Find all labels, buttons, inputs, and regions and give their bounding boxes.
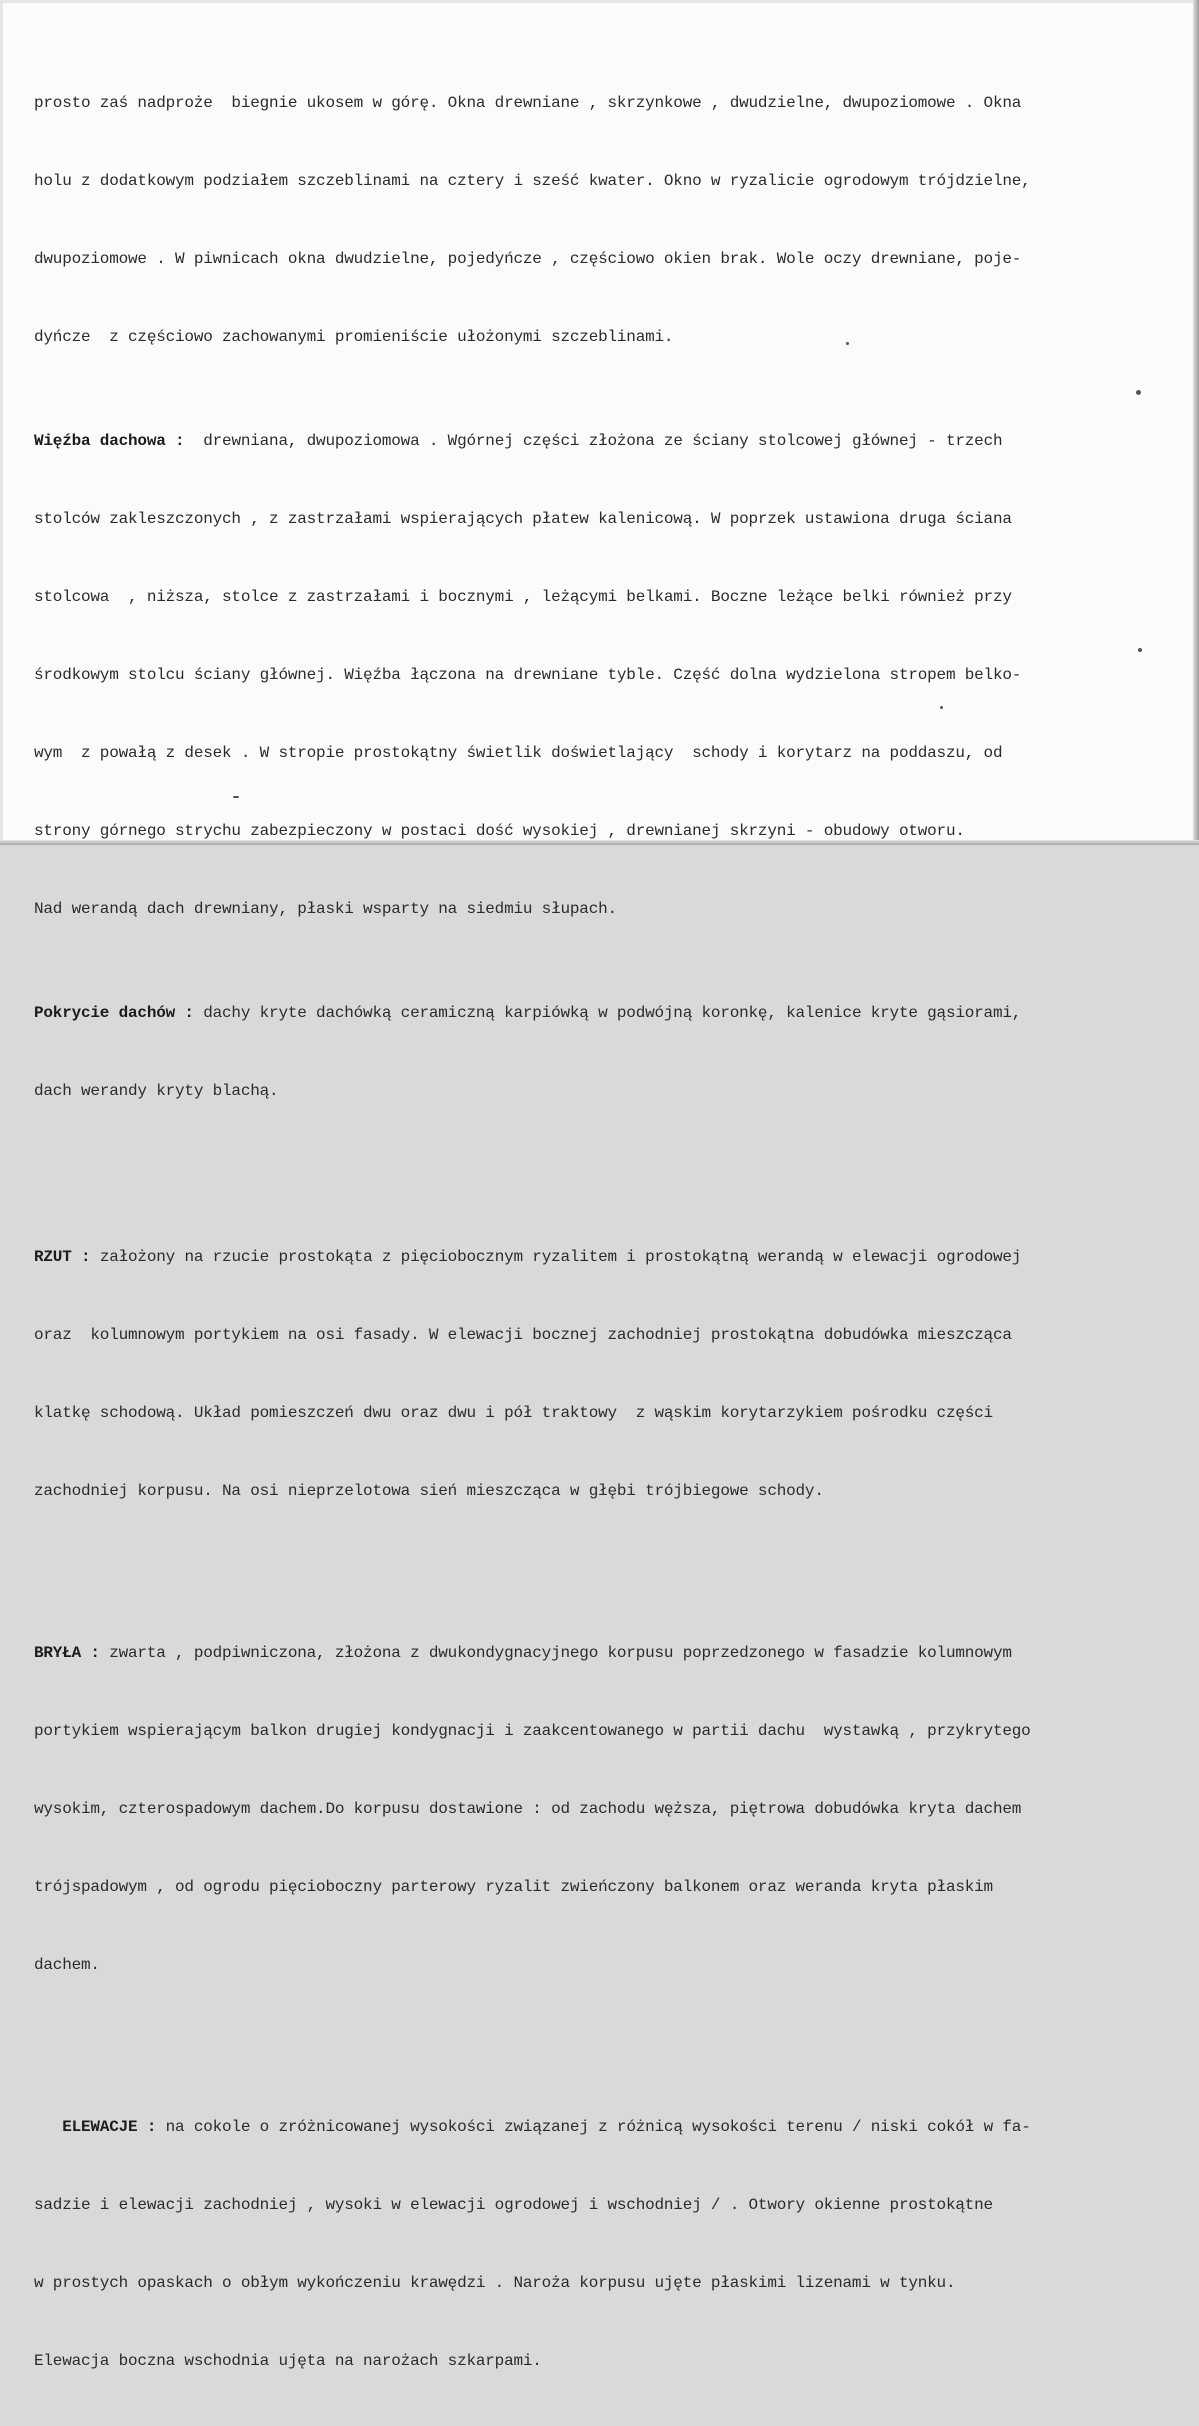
text-run: na cokole o zróżnicowanej wysokości związanej z różnicą wysokości terenu / niski cokół w fa- <box>156 2118 1031 2136</box>
text-line: dachem. <box>34 1956 100 1974</box>
text-line: prosto zaś nadproże biegnie ukosem w górę. Okna drewniane , skrzynkowe , dwudzielne, dwupoziomowe . Okna <box>34 94 1022 112</box>
text-line: klatkę schodową. Układ pomieszczeń dwu oraz dwu i pół traktowy z wąskim korytarzykiem pośrodku części <box>34 1404 993 1422</box>
text-line: portykiem wspierającym balkon drugiej kondygnacji i zaakcentowanego w partii dachu wystawką , przykrytego <box>34 1722 1031 1740</box>
section-pokrycie-first-line <box>34 1000 1174 1026</box>
text-line: trójspadowym , od ogrodu pięcioboczny parterowy ryzalit zwieńczony balkonem oraz weranda kryta płaskim <box>34 1878 993 1896</box>
text-line: stolców zakleszczonych , z zastrzałami wspierających płatew kalenicową. W poprzek ustawiona druga ściana <box>34 510 1012 528</box>
paragraph-gap <box>34 2056 1174 2062</box>
section-bryla-first-line <box>34 1640 1174 1666</box>
text-line: Nad werandą dach drewniany, płaski wsparty na siedmiu słupach. <box>34 900 617 918</box>
text-run: drewniana, dwupoziomowa . Wgórnej części złożona ze ściany stolcowej głównej - trzech <box>184 432 1003 450</box>
section-wiezba-first-line <box>34 428 1174 454</box>
text-line: zachodniej korpusu. Na osi nieprzelotowa sień mieszcząca w głębi trójbiegowe schody. <box>34 1482 824 1500</box>
text-line: strony górnego strychu zabezpieczony w postaci dość wysokiej , drewnianej skrzyni - obudowy otworu. <box>34 822 965 840</box>
text-line: w prostych opaskach o obłym wykończeniu krawędzi . Naroża korpusu ujęte płaskimi lizenami w tynku. <box>34 2274 956 2292</box>
paper-speck <box>233 796 239 798</box>
paper-edge-right <box>1193 0 1199 845</box>
text-line: stolcowa , niższa, stolce z zastrzałami i bocznymi , leżącymi belkami. Boczne leżące belki również przy <box>34 588 1012 606</box>
text-run: założony na rzucie prostokąta z pięciobocznym ryzalitem i prostokątną werandą w elewacji ogrodowej <box>90 1248 1022 1266</box>
typed-text <box>34 38 1174 2426</box>
text-line: wysokim, czterospadowym dachem.Do korpusu dostawione : od zachodu węższa, piętrowa dobudówka kryta dachem <box>34 1800 1022 1818</box>
paper-speck <box>1136 390 1141 395</box>
text-line: Elewacja boczna wschodnia ujęta na narożach szkarpami. <box>34 2352 542 2370</box>
paragraph-gap <box>34 1182 1174 1192</box>
paragraph-gap <box>34 1582 1174 1588</box>
section-elewacje-first-line <box>34 2114 1174 2140</box>
paper-speck <box>1138 648 1142 652</box>
text-line: dach werandy kryty blachą. <box>34 1082 279 1100</box>
heading-pokrycie-dachow: Pokrycie dachów : <box>34 1004 194 1022</box>
heading-rzut: RZUT : <box>34 1248 91 1266</box>
text-line: dwupoziomowe . W piwnicach okna dwudzielne, pojedyńcze , częściowo okien brak. Wole oczy drewniane, poje- <box>34 250 1022 268</box>
paper-speck <box>846 342 849 345</box>
section-rzut-first-line <box>34 1244 1174 1270</box>
text-line: holu z dodatkowym podziałem szczeblinami na cztery i sześć kwater. Okno w ryzalicie ogrodowym trójdzielne, <box>34 172 1031 190</box>
paper-speck <box>940 706 943 709</box>
text-run: zwarta , podpiwniczona, złożona z dwukondygnacyjnego korpusu poprzedzonego w fasadzie kolumnowym <box>99 1644 1012 1662</box>
text-line: wym z powałą z desek . W stropie prostokątny świetlik doświetlający schody i korytarz na poddaszu, od <box>34 744 1003 762</box>
text-line: środkowym stolcu ściany głównej. Więźba łączona na drewniane tyble. Część dolna wydzielona stropem belko- <box>34 666 1022 684</box>
heading-bryla: BRYŁA : <box>34 1644 100 1662</box>
paper-edge-bottom <box>0 840 1199 845</box>
text-line: oraz kolumnowym portykiem na osi fasady. W elewacji bocznej zachodniej prostokątna dobudówka mieszcząca <box>34 1326 1012 1344</box>
text-run: dachy kryte dachówką ceramiczną karpiówką w podwójną koronkę, kalenice kryte gąsiorami, <box>193 1004 1022 1022</box>
heading-elewacje: ELEWACJE : <box>62 2118 157 2136</box>
heading-wiezba-dachowa: Więźba dachowa : <box>34 432 185 450</box>
text-line: sadzie i elewacji zachodniej , wysoki w elewacji ogrodowej i wschodniej / . Otwory okienne prostokątne <box>34 2196 993 2214</box>
text-line: dyńcze z częściowo zachowanymi promieniście ułożonymi szczeblinami. <box>34 328 674 346</box>
